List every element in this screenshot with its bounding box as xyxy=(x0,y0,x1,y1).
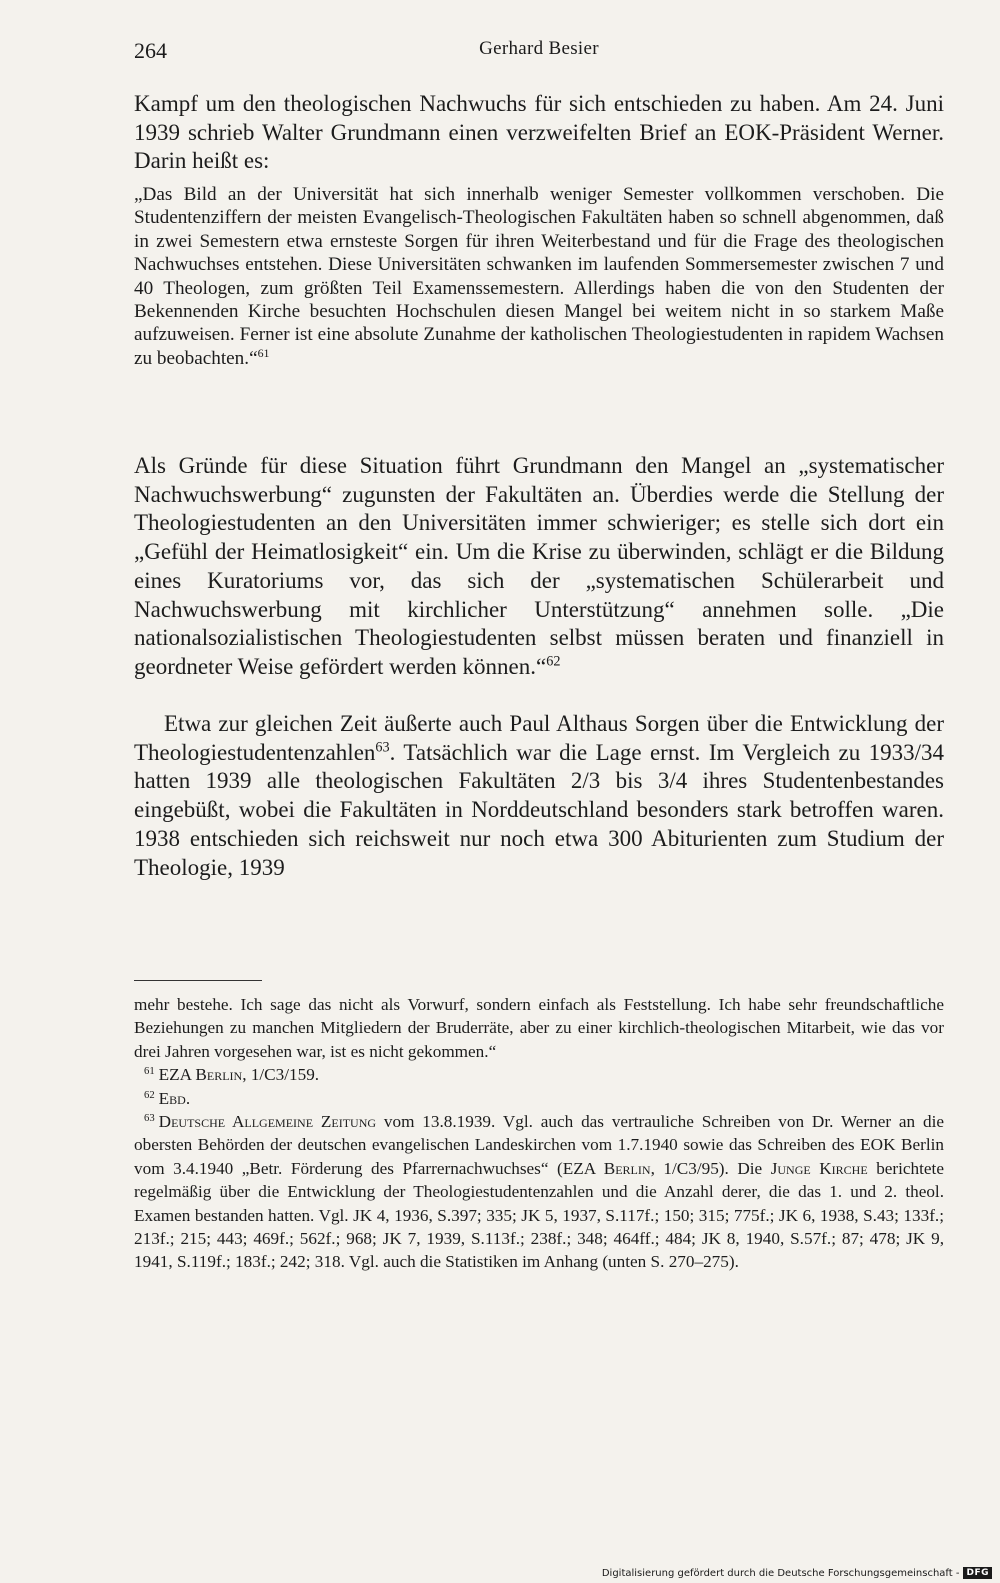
footnote-61-source: EZA Berlin xyxy=(158,1065,243,1085)
paragraph-althaus xyxy=(134,710,944,882)
paragraph-intro: Kampf um den theologischen Nachwuchs für sich entschieden zu haben. Am 24. Juni 1939 schrieb Walter Grundmann einen verzweifelten Brief an EOK-Präsident Werner. Darin heißt es: xyxy=(134,91,944,174)
footnotes xyxy=(134,993,944,1274)
footnote-62-number: 62 xyxy=(144,1089,155,1101)
running-head: Gerhard Besier xyxy=(479,38,599,59)
footnote-61-number: 61 xyxy=(144,1066,155,1078)
footnote-ref-62: 62 xyxy=(546,653,561,670)
page-header xyxy=(134,38,944,72)
footnote-ref-63: 63 xyxy=(375,739,390,756)
digitization-credit-text: Digitalisierung gefördert durch die Deutsche Forschungsgemeinschaft - xyxy=(601,1567,960,1579)
footnote-continuation: mehr bestehe. Ich sage das nicht als Vorwurf, sondern einfach als Feststellung. Ich habe sehr freundschaftliche Beziehungen zu manchen Mitgliedern der Bruderräte, aber zu einer kirchlich-theologischen Mitarbeit, wie das vor drei Jahren vorgesehen war, ist es nicht gekommen.“ xyxy=(134,995,944,1061)
paragraph-reasons xyxy=(134,452,944,682)
footnote-62 xyxy=(134,1087,944,1110)
footnote-63-source-daz: Deutsche Allgemeine Zeitung xyxy=(158,1112,377,1132)
page-number: 264 xyxy=(134,38,167,63)
footnote-ref-61: 61 xyxy=(257,345,270,360)
footnote-63-source-eza: EZA Berlin xyxy=(562,1158,651,1178)
footnote-divider xyxy=(134,980,262,981)
footnote-61-text: , 1/C3/159. xyxy=(242,1065,320,1085)
footnote-62-text: Ebd. xyxy=(158,1088,191,1108)
paragraph-althaus-text-a: Etwa zur gleichen Zeit äußerte auch Paul Althaus Sorgen über die Entwicklung der Theologiestudentenzahlen xyxy=(134,711,944,765)
dfg-logo: DFG xyxy=(963,1567,992,1579)
digitization-credit xyxy=(602,1567,992,1579)
footnote-63-number: 63 xyxy=(144,1113,155,1125)
footnote-63-text-1: vom 13.8.1939. Vgl. auch das vertrauliche Schreiben von Dr. Werner an die obersten Behörden der deutschen evangelischen Landeskirchen vom 1.7.1940 sowie das Schreiben des EOK Berlin vom 3.4.1940 „Betr. Förderung des Pfarrernachwuchses“ ( xyxy=(134,1112,944,1178)
paragraph-althaus-text-b: . Tatsächlich war die Lage ernst. Im Vergleich zu 1933/34 hatten 1939 alle theologischen Fakultäten 2/3 bis 3/4 ihres Studentenbestandes eingebüßt, wobei die Fakultäten in Norddeutschland besonders stark betroffen waren. 1938 entschieden sich reichsweit nur noch etwa 300 Abiturienten zum Studium der Theologie, 1939 xyxy=(134,739,944,880)
footnote-63 xyxy=(134,1110,944,1274)
footnote-63-source-jk: Junge Kirche xyxy=(770,1158,868,1178)
footnote-61 xyxy=(134,1063,944,1086)
block-quote xyxy=(134,183,944,370)
footnote-63-text-3: berichtete regelmäßig über die Entwicklung der Theologiestudentenzahlen und die Anzahl derer, die das 1. und 2. theol. Examen bestanden hatten. Vgl. JK 4, 1936, S.397; 335; JK 5, 1937, S.117f.; 150; 315; 775f.; JK 6, 1938, S.43; 133f.; 213f.; 215; 443; 469f.; 562f.; 968; JK 7, 1939, S.113f.; 238f.; 348; 464ff.; 484; JK 8, 1940, S.57f.; 87; 478; JK 9, 1941, S.119f.; 183f.; 242; 318. Vgl. auch die Statistiken im Anhang (unten S. 270–275). xyxy=(134,1158,944,1272)
footnote-63-text-2: , 1/C3/95). Die xyxy=(650,1158,771,1178)
block-quote-text: „Das Bild an der Universität hat sich innerhalb weniger Semester vollkommen verschoben. Die Studentenziffern der meisten Evangelisch-Theologischen Fakultäten haben so schnell abgenommen, daß in zwei Semestern etwa ernsteste Sorgen für ihren Weiterbestand und für die Frage des theologischen Nachwuchses entstehen. Diese Universitäten schwanken im laufenden Sommersemester zwischen 7 und 40 Theologen, zum größten Teil Examenssemestern. Allerdings haben die von den Studenten der Bekennenden Kirche besuchten Hochschulen diesen Mangel bei weitem nicht in so starkem Maße aufzuweisen. Ferner ist eine absolute Zunahme der katholischen Theologiestudenten in rapidem Wachsen zu beobachten.“ xyxy=(134,184,944,369)
paragraph-reasons-text: Als Gründe für diese Situation führt Grundmann den Mangel an „systematischer Nachwuchswerbung“ zugunsten der Fakultäten an. Überdies werde die Stellung der Theologiestudenten an den Universitäten immer schwieriger; es stelle sich dort ein „Gefühl der Heimatlosigkeit“ ein. Um die Krise zu überwinden, schlägt er die Bildung eines Kuratoriums vor, das sich der „systematischen Schülerarbeit und Nachwuchswerbung mit kirchlicher Unterstützung“ annehmen solle. „Die nationalsozialistischen Theologiestudenten selbst müssen beraten und finanziell in geordneter Weise gefördert werden können.“ xyxy=(134,453,944,679)
